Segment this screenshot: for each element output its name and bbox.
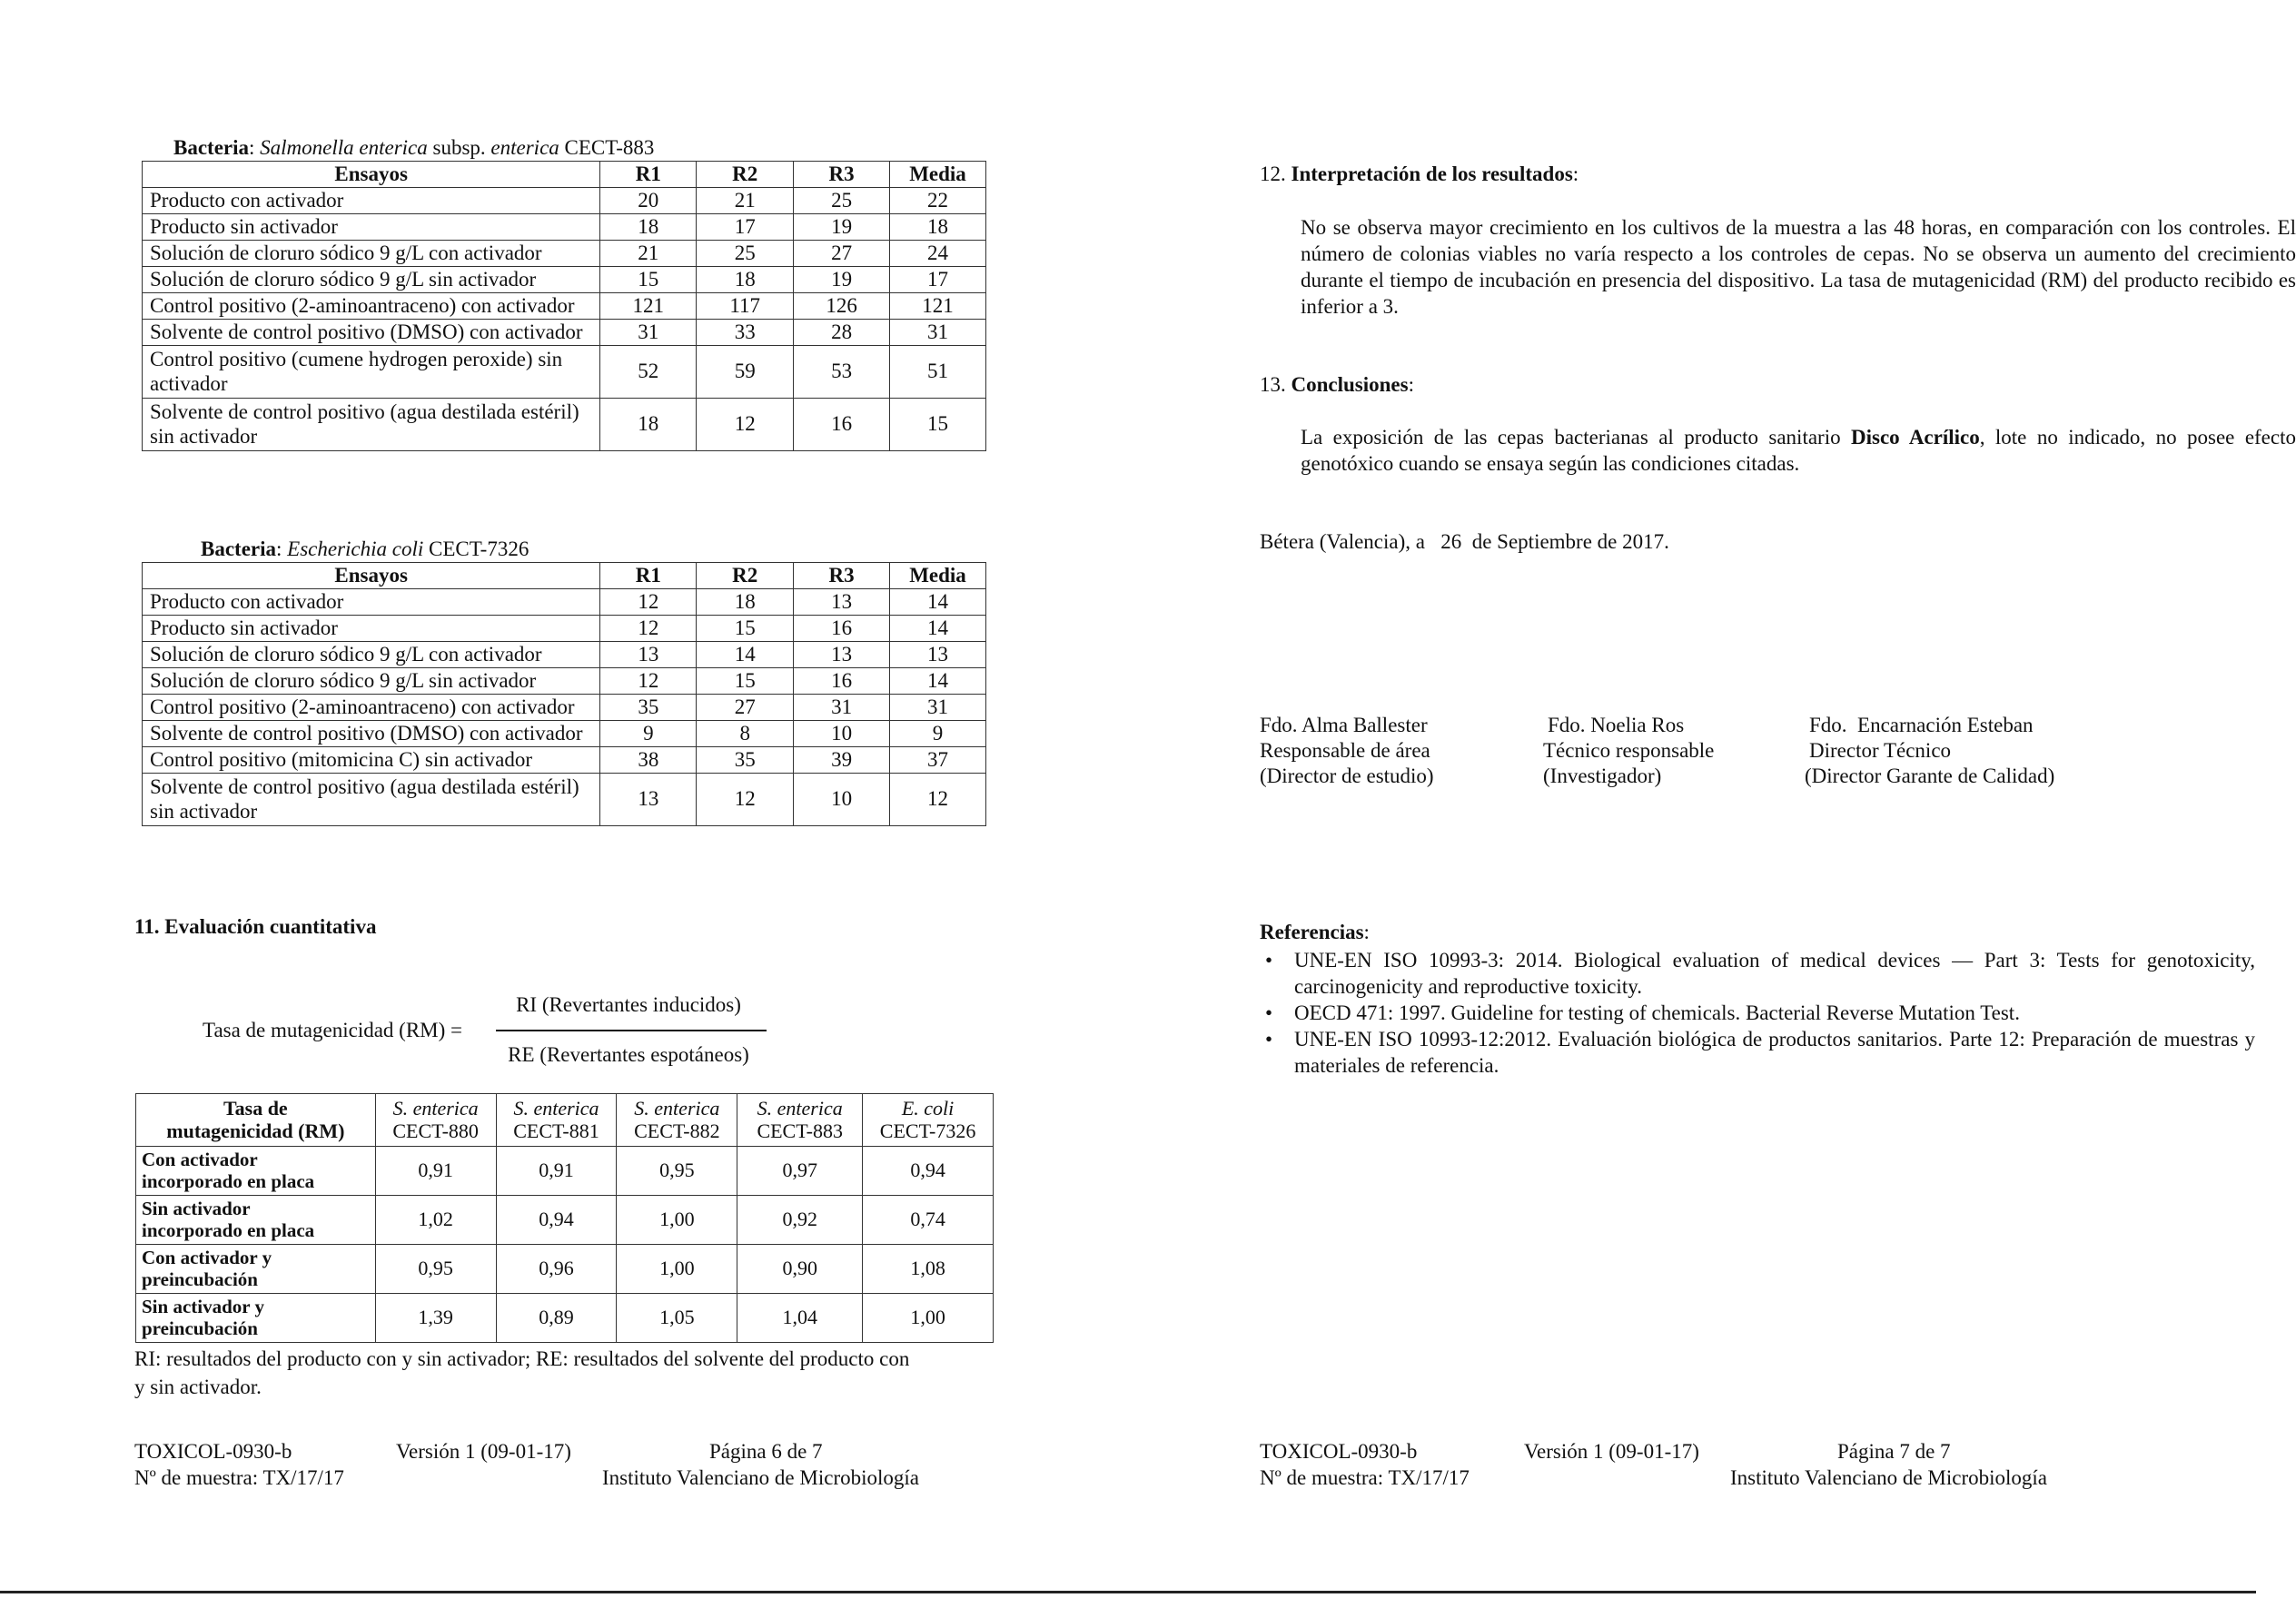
footer-version: Versión 1 (09-01-17) bbox=[396, 1440, 571, 1463]
section-12-number: 12. bbox=[1260, 163, 1292, 185]
table-row bbox=[143, 747, 986, 774]
table-row bbox=[143, 642, 986, 668]
section-12-text: No se observa mayor crecimiento en los cultivos de la muestra a las 48 horas, en comparación con los controles. El número de colonias viables no varía respecto a los controles de cepas. No se observa un aumento del crecimiento durante el tiempo de incubación en presencia del dispositivo. La tasa de mutagenicidad (RM) del producto recibido es inferior a 3. bbox=[1301, 216, 2296, 318]
section-12-title bbox=[1260, 162, 1578, 187]
rm-row bbox=[136, 1147, 994, 1196]
section-13-text bbox=[1301, 424, 2296, 477]
row-label: Producto con activador bbox=[143, 188, 600, 214]
table-row bbox=[143, 320, 986, 346]
table-mutagenicity-rate bbox=[135, 1093, 994, 1343]
caption-strain: CECT-883 bbox=[559, 136, 655, 159]
caption-mid: subsp. bbox=[427, 136, 491, 159]
reference-text: UNE-EN ISO 10993-3: 2014. Biological evaluation of medical devices — Part 3: Tests for genotoxicity, carcinogenicity and reproductive toxicity. bbox=[1294, 949, 2255, 998]
table-salmonella-body bbox=[143, 162, 986, 451]
footer-institute: Instituto Valenciano de Microbiología bbox=[1730, 1466, 2047, 1489]
table-row bbox=[143, 668, 986, 695]
column-header: Ensayos bbox=[143, 162, 600, 188]
rm-value-cell: 0,96 bbox=[496, 1245, 617, 1294]
section-13-title bbox=[1260, 372, 1414, 398]
cell-r1: 13 bbox=[600, 774, 697, 826]
conclusion-text-end: , lote no indicado, no posee efecto genotóxico cuando se ensaya según las condiciones citadas. bbox=[1301, 426, 2296, 475]
rm-value-cell: 0,91 bbox=[496, 1147, 617, 1196]
signature-title: (Director Garante de Calidad) bbox=[1805, 764, 2055, 787]
cell-media: 14 bbox=[890, 668, 986, 695]
rm-row-header-line1: Con activador bbox=[142, 1149, 258, 1171]
rm-row bbox=[136, 1196, 994, 1245]
cell-r3: 19 bbox=[794, 214, 890, 241]
fraction-line bbox=[496, 1030, 767, 1031]
signature-title: (Investigador) bbox=[1543, 764, 1662, 787]
cell-r1: 15 bbox=[600, 267, 697, 293]
cell-media: 24 bbox=[890, 241, 986, 267]
rm-column-species: E. coli bbox=[901, 1097, 955, 1120]
row-label: Solución de cloruro sódico 9 g/L con activador bbox=[143, 642, 600, 668]
rm-row-header bbox=[136, 1245, 376, 1294]
rm-value-cell: 0,89 bbox=[496, 1294, 617, 1343]
cell-r2: 59 bbox=[697, 346, 794, 399]
caption-subspecies: enterica bbox=[490, 136, 559, 159]
formula-numerator: RI (Revertantes inducidos) bbox=[516, 993, 741, 1016]
column-header: R3 bbox=[794, 563, 890, 589]
rm-column-species: S. enterica bbox=[513, 1097, 599, 1120]
signature-block-1 bbox=[1260, 713, 1434, 789]
rm-value-cell: 0,95 bbox=[375, 1245, 496, 1294]
caption-sep: : bbox=[249, 136, 261, 159]
column-header: R2 bbox=[697, 162, 794, 188]
rm-row-header-line1: Sin activador y bbox=[142, 1296, 264, 1318]
table-row bbox=[143, 267, 986, 293]
cell-r3: 16 bbox=[794, 616, 890, 642]
table-row bbox=[143, 695, 986, 721]
table-row bbox=[143, 293, 986, 320]
table-header-row bbox=[143, 563, 986, 589]
section-11-title: 11. Evaluación cuantitativa bbox=[134, 915, 377, 938]
cell-r2: 15 bbox=[697, 668, 794, 695]
cell-media: 14 bbox=[890, 589, 986, 616]
rm-note-line1: RI: resultados del producto con y sin activador; RE: resultados del solvente del producto con bbox=[134, 1347, 910, 1370]
cell-r3: 13 bbox=[794, 589, 890, 616]
rm-row-header bbox=[136, 1147, 376, 1196]
cell-r1: 9 bbox=[600, 721, 697, 747]
cell-r3: 10 bbox=[794, 774, 890, 826]
section-13-number: 13. bbox=[1260, 373, 1292, 396]
caption-species: Salmonella enterica bbox=[260, 136, 428, 159]
cell-r3: 10 bbox=[794, 721, 890, 747]
cell-r1: 121 bbox=[600, 293, 697, 320]
cell-media: 31 bbox=[890, 695, 986, 721]
cell-r2: 21 bbox=[697, 188, 794, 214]
table-header-row bbox=[143, 162, 986, 188]
signature-name: Fdo. Encarnación Esteban bbox=[1809, 714, 2034, 736]
cell-r1: 52 bbox=[600, 346, 697, 399]
table-ecoli bbox=[142, 562, 986, 826]
row-label: Solvente de control positivo (DMSO) con activador bbox=[143, 721, 600, 747]
rm-value-cell: 1,05 bbox=[617, 1294, 737, 1343]
page-6 bbox=[0, 0, 1128, 1580]
rm-row-header-line1: Con activador y bbox=[142, 1247, 272, 1269]
section-13-colon: : bbox=[1408, 373, 1414, 396]
rm-value-cell: 0,74 bbox=[863, 1196, 994, 1245]
rm-column-header bbox=[496, 1094, 617, 1147]
signature-role: Director Técnico bbox=[1809, 739, 1952, 762]
cell-r1: 12 bbox=[600, 589, 697, 616]
cell-media: 12 bbox=[890, 774, 986, 826]
cell-r3: 19 bbox=[794, 267, 890, 293]
table-row bbox=[143, 589, 986, 616]
row-label: Producto con activador bbox=[143, 589, 600, 616]
rm-corner-header bbox=[136, 1094, 376, 1147]
cell-media: 22 bbox=[890, 188, 986, 214]
cell-r3: 25 bbox=[794, 188, 890, 214]
caption-label: Bacteria bbox=[173, 136, 250, 159]
rm-corner-line2: mutagenicidad (RM) bbox=[166, 1119, 345, 1142]
cell-r2: 33 bbox=[697, 320, 794, 346]
row-label: Control positivo (mitomicina C) sin activador bbox=[143, 747, 600, 774]
table-row bbox=[143, 616, 986, 642]
rm-corner-line1: Tasa de bbox=[223, 1097, 288, 1120]
references-heading: Referencias bbox=[1260, 921, 1364, 943]
cell-r2: 12 bbox=[697, 774, 794, 826]
table-salmonella bbox=[142, 161, 986, 451]
rm-row-header-line2: preincubación bbox=[142, 1317, 258, 1339]
row-label: Solvente de control positivo (agua destilada estéril) sin activador bbox=[143, 774, 600, 826]
rm-value-cell: 1,08 bbox=[863, 1245, 994, 1294]
cell-r2: 15 bbox=[697, 616, 794, 642]
column-header: R3 bbox=[794, 162, 890, 188]
row-label: Solución de cloruro sódico 9 g/L sin activador bbox=[143, 267, 600, 293]
rm-value-cell: 0,97 bbox=[737, 1147, 863, 1196]
cell-r1: 38 bbox=[600, 747, 697, 774]
table-salmonella-caption bbox=[173, 135, 654, 161]
references-list bbox=[1260, 947, 2255, 1079]
cell-r3: 39 bbox=[794, 747, 890, 774]
row-label: Solvente de control positivo (agua destilada estéril) sin activador bbox=[143, 399, 600, 451]
row-label: Solución de cloruro sódico 9 g/L con activador bbox=[143, 241, 600, 267]
page-edge-line bbox=[0, 1591, 2256, 1593]
rm-row-header bbox=[136, 1294, 376, 1343]
cell-media: 14 bbox=[890, 616, 986, 642]
cell-r1: 31 bbox=[600, 320, 697, 346]
signature-name: Fdo. Alma Ballester bbox=[1260, 714, 1428, 736]
rm-value-cell: 0,90 bbox=[737, 1245, 863, 1294]
cell-r2: 17 bbox=[697, 214, 794, 241]
rm-row-header-line2: incorporado en placa bbox=[142, 1169, 315, 1192]
bullet-icon: • bbox=[1265, 1028, 1273, 1051]
rm-column-header bbox=[375, 1094, 496, 1147]
caption-strain: CECT-7326 bbox=[423, 538, 529, 560]
product-name: Disco Acrílico bbox=[1851, 426, 1980, 449]
rm-row-header-line2: preincubación bbox=[142, 1268, 258, 1290]
cell-media: 18 bbox=[890, 214, 986, 241]
footer-institute: Instituto Valenciano de Microbiología bbox=[602, 1466, 919, 1489]
section-12-colon: : bbox=[1572, 163, 1579, 185]
section-12-heading: Interpretación de los resultados bbox=[1291, 163, 1573, 185]
cell-media: 13 bbox=[890, 642, 986, 668]
rm-value-cell: 1,00 bbox=[863, 1294, 994, 1343]
cell-media: 31 bbox=[890, 320, 986, 346]
cell-r3: 53 bbox=[794, 346, 890, 399]
cell-r3: 31 bbox=[794, 695, 890, 721]
rm-value-cell: 0,94 bbox=[863, 1147, 994, 1196]
rm-column-species: S. enterica bbox=[757, 1097, 843, 1120]
column-header: R1 bbox=[600, 563, 697, 589]
caption-sep: : bbox=[276, 538, 288, 560]
cell-media: 37 bbox=[890, 747, 986, 774]
rm-row-header-line1: Sin activador bbox=[142, 1198, 251, 1220]
cell-media: 15 bbox=[890, 399, 986, 451]
footer-code: TOXICOL-0930-b bbox=[1260, 1440, 1418, 1463]
rm-column-strain: CECT-7326 bbox=[879, 1119, 976, 1142]
section-13-heading: Conclusiones bbox=[1291, 373, 1409, 396]
cell-r1: 12 bbox=[600, 668, 697, 695]
rm-value-cell: 1,04 bbox=[737, 1294, 863, 1343]
rm-column-species: S. enterica bbox=[392, 1097, 479, 1120]
signature-role: Responsable de área bbox=[1260, 739, 1430, 762]
rm-table-body bbox=[136, 1094, 994, 1343]
footer-page-number: Página 6 de 7 bbox=[709, 1440, 823, 1463]
cell-r1: 18 bbox=[600, 214, 697, 241]
table-ecoli-caption bbox=[201, 537, 529, 562]
caption-label: Bacteria bbox=[201, 538, 277, 560]
page-7 bbox=[1128, 0, 2296, 1580]
rm-row bbox=[136, 1245, 994, 1294]
footer-code: TOXICOL-0930-b bbox=[134, 1440, 292, 1463]
rm-row-header bbox=[136, 1196, 376, 1245]
cell-r1: 18 bbox=[600, 399, 697, 451]
rm-value-cell: 1,00 bbox=[617, 1245, 737, 1294]
signature-name: Fdo. Noelia Ros bbox=[1548, 714, 1685, 736]
cell-r2: 14 bbox=[697, 642, 794, 668]
cell-r2: 27 bbox=[697, 695, 794, 721]
row-label: Producto sin activador bbox=[143, 616, 600, 642]
rm-value-cell: 0,92 bbox=[737, 1196, 863, 1245]
rm-value-cell: 0,95 bbox=[617, 1147, 737, 1196]
cell-r1: 35 bbox=[600, 695, 697, 721]
table-row bbox=[143, 399, 986, 451]
formula-lhs: Tasa de mutagenicidad (RM) = bbox=[203, 1019, 462, 1041]
rm-column-header bbox=[863, 1094, 994, 1147]
cell-r1: 21 bbox=[600, 241, 697, 267]
cell-r1: 12 bbox=[600, 616, 697, 642]
cell-r2: 18 bbox=[697, 267, 794, 293]
cell-r2: 18 bbox=[697, 589, 794, 616]
reference-item bbox=[1260, 1026, 2255, 1079]
footer-page-number: Página 7 de 7 bbox=[1837, 1440, 1951, 1463]
rm-value-cell: 1,39 bbox=[375, 1294, 496, 1343]
row-label: Solvente de control positivo (DMSO) con activador bbox=[143, 320, 600, 346]
rm-column-strain: CECT-883 bbox=[757, 1119, 843, 1142]
cell-r1: 13 bbox=[600, 642, 697, 668]
cell-r2: 12 bbox=[697, 399, 794, 451]
bullet-icon: • bbox=[1265, 949, 1273, 972]
cell-r3: 28 bbox=[794, 320, 890, 346]
formula-denominator: RE (Revertantes espotáneos) bbox=[508, 1043, 749, 1066]
cell-media: 51 bbox=[890, 346, 986, 399]
row-label: Producto sin activador bbox=[143, 214, 600, 241]
cell-r2: 35 bbox=[697, 747, 794, 774]
column-header: R1 bbox=[600, 162, 697, 188]
caption-species: Escherichia coli bbox=[287, 538, 424, 560]
rm-header-row bbox=[136, 1094, 994, 1147]
rm-value-cell: 0,91 bbox=[375, 1147, 496, 1196]
bullet-icon: • bbox=[1265, 1001, 1273, 1024]
rm-value-cell: 1,02 bbox=[375, 1196, 496, 1245]
rm-column-strain: CECT-882 bbox=[634, 1119, 720, 1142]
signature-role: Técnico responsable bbox=[1543, 739, 1715, 762]
footer-sample: Nº de muestra: TX/17/17 bbox=[134, 1466, 344, 1489]
column-header: Ensayos bbox=[143, 563, 600, 589]
cell-r3: 13 bbox=[794, 642, 890, 668]
cell-r3: 126 bbox=[794, 293, 890, 320]
footer-version: Versión 1 (09-01-17) bbox=[1524, 1440, 1699, 1463]
cell-media: 17 bbox=[890, 267, 986, 293]
rm-value-cell: 0,94 bbox=[496, 1196, 617, 1245]
rm-row bbox=[136, 1294, 994, 1343]
rm-note bbox=[134, 1346, 993, 1399]
reference-item bbox=[1260, 947, 2255, 1000]
conclusion-text-start: La exposición de las cepas bacterianas al producto sanitario bbox=[1301, 426, 1852, 449]
rm-column-species: S. enterica bbox=[634, 1097, 720, 1120]
rm-column-strain: CECT-881 bbox=[513, 1119, 599, 1142]
cell-media: 121 bbox=[890, 293, 986, 320]
cell-r1: 20 bbox=[600, 188, 697, 214]
row-label: Solución de cloruro sódico 9 g/L sin activador bbox=[143, 668, 600, 695]
rm-column-header bbox=[617, 1094, 737, 1147]
footer-sample: Nº de muestra: TX/17/17 bbox=[1260, 1466, 1470, 1489]
column-header: R2 bbox=[697, 563, 794, 589]
row-label: Control positivo (cumene hydrogen peroxide) sin activador bbox=[143, 346, 600, 399]
cell-r2: 8 bbox=[697, 721, 794, 747]
reference-item bbox=[1260, 1000, 2255, 1026]
table-row bbox=[143, 188, 986, 214]
cell-r3: 16 bbox=[794, 668, 890, 695]
table-row bbox=[143, 346, 986, 399]
cell-media: 9 bbox=[890, 721, 986, 747]
references-colon: : bbox=[1363, 921, 1370, 943]
place-date: Bétera (Valencia), a 26 de Septiembre de 2017. bbox=[1260, 530, 1669, 553]
reference-text: OECD 471: 1997. Guideline for testing of chemicals. Bacterial Reverse Mutation Test. bbox=[1294, 1001, 2020, 1024]
signature-block-3 bbox=[1805, 713, 2054, 789]
cell-r2: 25 bbox=[697, 241, 794, 267]
rm-row-header-line2: incorporado en placa bbox=[142, 1218, 315, 1241]
table-ecoli-body bbox=[143, 563, 986, 826]
table-row bbox=[143, 241, 986, 267]
column-header: Media bbox=[890, 162, 986, 188]
signature-title: (Director de estudio) bbox=[1260, 764, 1434, 787]
row-label: Control positivo (2-aminoantraceno) con activador bbox=[143, 293, 600, 320]
table-row bbox=[143, 214, 986, 241]
table-row bbox=[143, 721, 986, 747]
references-title bbox=[1260, 920, 1370, 945]
column-header: Media bbox=[890, 563, 986, 589]
rm-value-cell: 1,00 bbox=[617, 1196, 737, 1245]
reference-text: UNE-EN ISO 10993-12:2012. Evaluación biológica de productos sanitarios. Parte 12: Preparación de muestras y materiales de referencia. bbox=[1294, 1028, 2255, 1077]
table-row bbox=[143, 774, 986, 826]
rm-column-strain: CECT-880 bbox=[392, 1119, 479, 1142]
rm-note-line2: y sin activador. bbox=[134, 1375, 262, 1398]
rm-column-header bbox=[737, 1094, 863, 1147]
cell-r3: 16 bbox=[794, 399, 890, 451]
row-label: Control positivo (2-aminoantraceno) con activador bbox=[143, 695, 600, 721]
cell-r2: 117 bbox=[697, 293, 794, 320]
signature-block-2 bbox=[1543, 713, 1714, 789]
cell-r3: 27 bbox=[794, 241, 890, 267]
